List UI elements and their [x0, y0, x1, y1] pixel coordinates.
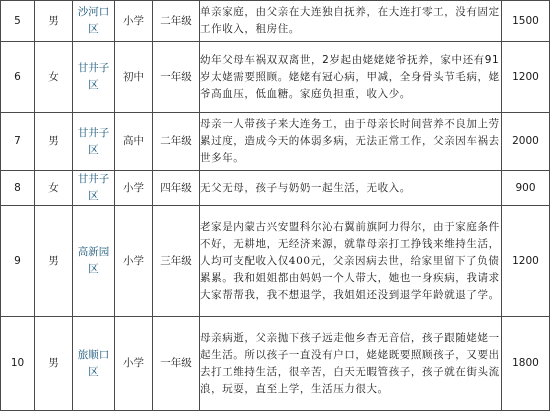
monthly-income-cell: 1200 [502, 206, 550, 317]
family-situation-cell: 母亲病逝，父亲抛下孩子远走他乡杳无音信，孩子跟随姥姥一起生活。所以孩子一直没有户口，姥姥既要照顾孩子，又要出去打工维持生活，很辛苦，白天无暇管孩子，孩子就在街头流浪，玩耍，直至上学，生活压力很大。 [200, 317, 502, 411]
monthly-income-cell: 2000 [502, 113, 550, 171]
gender-cell: 女 [35, 171, 73, 206]
table-row [1, 171, 550, 206]
gender-cell: 女 [35, 42, 73, 113]
school-stage-cell: 高中 [115, 113, 153, 171]
table-row [1, 42, 550, 113]
family-situation-cell: 单亲家庭，由父亲在大连独自抚养，在大连打零工，没有固定工作收入，租房住。 [200, 1, 502, 42]
gender-cell: 男 [35, 317, 73, 411]
row-number: 7 [1, 113, 35, 171]
grade-cell: 一年级 [153, 42, 200, 113]
district-cell: 甘井子区 [73, 113, 115, 171]
school-stage-cell: 初中 [115, 42, 153, 113]
gender-cell: 男 [35, 1, 73, 42]
school-stage-cell: 小学 [115, 206, 153, 317]
grade-cell: 二年级 [153, 113, 200, 171]
row-number: 6 [1, 42, 35, 113]
district-cell: 甘井子区 [73, 42, 115, 113]
table-row [1, 113, 550, 171]
district-cell: 沙河口区 [73, 1, 115, 42]
family-situation-cell: 无父无母，孩子与奶奶一起生活，无收入。 [200, 171, 502, 206]
table-row [1, 206, 550, 317]
gender-cell: 男 [35, 206, 73, 317]
grade-cell: 二年级 [153, 1, 200, 42]
district-cell: 甘井子区 [73, 171, 115, 206]
gender-cell: 男 [35, 113, 73, 171]
table-row [1, 1, 550, 42]
family-situation-cell: 老家是内蒙古兴安盟科尔沁右翼前旗阿力得尔，由于家庭条件不好，无耕地，无经济来源，就靠母亲打工挣钱来维持生活，人均可支配收入仅400元，父亲因病去世，给家里留下了负债累累。我和姐姐都由妈妈一个人带大，她也一身疾病，我请求大家帮帮我，我不想退学，我姐姐还没到退学年龄就退了学。 [200, 206, 502, 317]
row-number: 9 [1, 206, 35, 317]
table-row [1, 317, 550, 411]
school-stage-cell: 小学 [115, 1, 153, 42]
grade-cell: 三年级 [153, 206, 200, 317]
monthly-income-cell: 1200 [502, 42, 550, 113]
row-number: 8 [1, 171, 35, 206]
grade-cell: 四年级 [153, 171, 200, 206]
row-number: 5 [1, 1, 35, 42]
family-situation-cell: 幼年父母车祸双双离世，2岁起由姥姥姥爷抚养，家中还有91岁太姥需要照顾。姥姥有冠心病，甲减，全身骨头节毛病，姥爷高血压，低血糖。家庭负担重，收入少。 [200, 42, 502, 113]
monthly-income-cell: 1500 [502, 1, 550, 42]
monthly-income-cell: 900 [502, 171, 550, 206]
district-cell: 旅顺口区 [73, 317, 115, 411]
family-situation-cell: 母亲一人带孩子来大连务工，由于母亲长时间营养不良加上劳累过度，造成今天的体弱多病，无法正常工作，父亲因车祸去世多年。 [200, 113, 502, 171]
school-stage-cell: 小学 [115, 317, 153, 411]
monthly-income-cell: 1800 [502, 317, 550, 411]
school-stage-cell: 小学 [115, 171, 153, 206]
district-cell: 高新园区 [73, 206, 115, 317]
grade-cell: 一年级 [153, 317, 200, 411]
row-number: 10 [1, 317, 35, 411]
